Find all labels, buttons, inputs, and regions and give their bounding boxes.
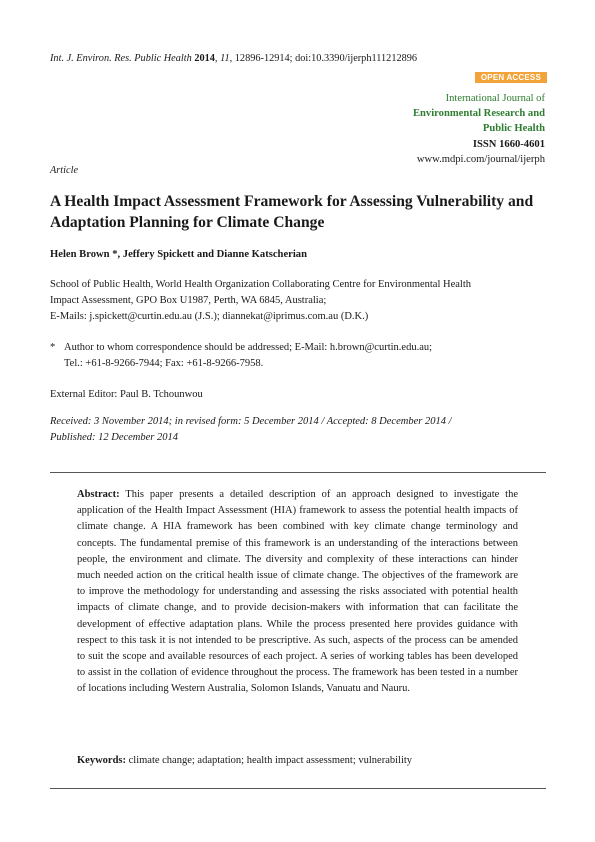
keywords-text: climate change; adaptation; health impact assessment; vulnerability <box>128 755 413 766</box>
pages-doi: , 12896-12914; doi:10.3390/ijerph111212896 <box>229 53 418 64</box>
external-editor: External Editor: Paul B. Tchounwou <box>50 389 203 400</box>
paper-title: A Health Impact Assessment Framework for Assessing Vulnerability and Adaptation Planning for Climate Change <box>50 193 534 231</box>
dates-line: Received: 3 November 2014; in revised form: 5 December 2014 / Accepted: 8 December 2014 / <box>50 416 452 427</box>
journal-name-line2: Environmental Research and <box>412 108 545 120</box>
authors: Helen Brown *, Jeffery Spickett and Dianne Katscherian <box>50 249 307 260</box>
abstract-text: This paper presents a detailed description of an approach designed to investigate the application of the Health Impact Assessment (HIA) framework to assess the potential health impacts of climate change. A HIA framework has been combined with key climate change terminology and concepts. The fundamental premise of this framework is an understanding of the interactions between people, the environment and climate. The diversity and complexity of these interactions can hinder much needed action on the critical health issue of climate change. The objectives of the framework are to improve the methodology for understanding and assessing the risks associated with potential health impacts of climate change, and to provide decision-makers with information that can facilitate the development of effective adaptation plans. While the process presented here provides guidance with respect to this task it is not intended to be prescriptive. As such, aspects of the process can be amended to suit the scope and available resources of each project. A series of working tables has been developed to assist in the collation of evidence throughout the process. The framework has been tested in a number of locations including Western Australia, Solomon Islands, Vanuatu and Nauru. <box>77 489 518 695</box>
article-type: Article <box>50 165 79 176</box>
bottom-divider <box>50 788 546 789</box>
correspondence <box>50 340 550 372</box>
contact-line: Tel.: +61-8-9266-7944; Fax: +61-8-9266-7958. <box>64 358 264 370</box>
affiliation-line: Impact Assessment, GPO Box U1987, Perth, WA 6845, Australia; <box>50 295 327 307</box>
journal-name-line1: International Journal of <box>445 93 545 104</box>
journal-name-line3: Public Health <box>482 123 545 135</box>
publication-dates <box>50 414 550 446</box>
journal-url: www.mdpi.com/journal/ijerph <box>416 153 545 165</box>
abstract <box>77 487 518 698</box>
keywords <box>77 755 518 766</box>
correspondence-line: Author to whom correspondence should be addressed; E-Mail: h.brown@curtin.edu.au; <box>64 342 433 353</box>
affiliation <box>50 277 550 326</box>
year: 2014 <box>194 53 215 64</box>
top-divider <box>50 472 546 473</box>
journal-block <box>413 91 545 167</box>
affiliation-line: School of Public Health, World Health Organization Collaborating Centre for Environmental Health <box>50 279 471 290</box>
abstract-label: Abstract: <box>77 489 120 500</box>
emails-line: E-Mails: j.spickett@curtin.edu.au (J.S.); diannekat@iprimus.com.au (D.K.) <box>50 311 369 323</box>
journal-abbrev: Int. J. Environ. Res. Public Health <box>50 53 192 64</box>
open-access-badge: OPEN ACCESS <box>475 72 547 83</box>
correspondence-star: * <box>50 342 56 353</box>
issn: ISSN 1660-4601 <box>472 138 545 150</box>
citation-line: Int. J. Environ. Res. Public Health 2014, 11, 12896-12914; doi:10.3390/ijerph111212896 <box>50 53 418 64</box>
volume: 11 <box>220 53 230 64</box>
dates-line: Published: 12 December 2014 <box>50 432 179 444</box>
keywords-label: Keywords: <box>77 755 126 766</box>
